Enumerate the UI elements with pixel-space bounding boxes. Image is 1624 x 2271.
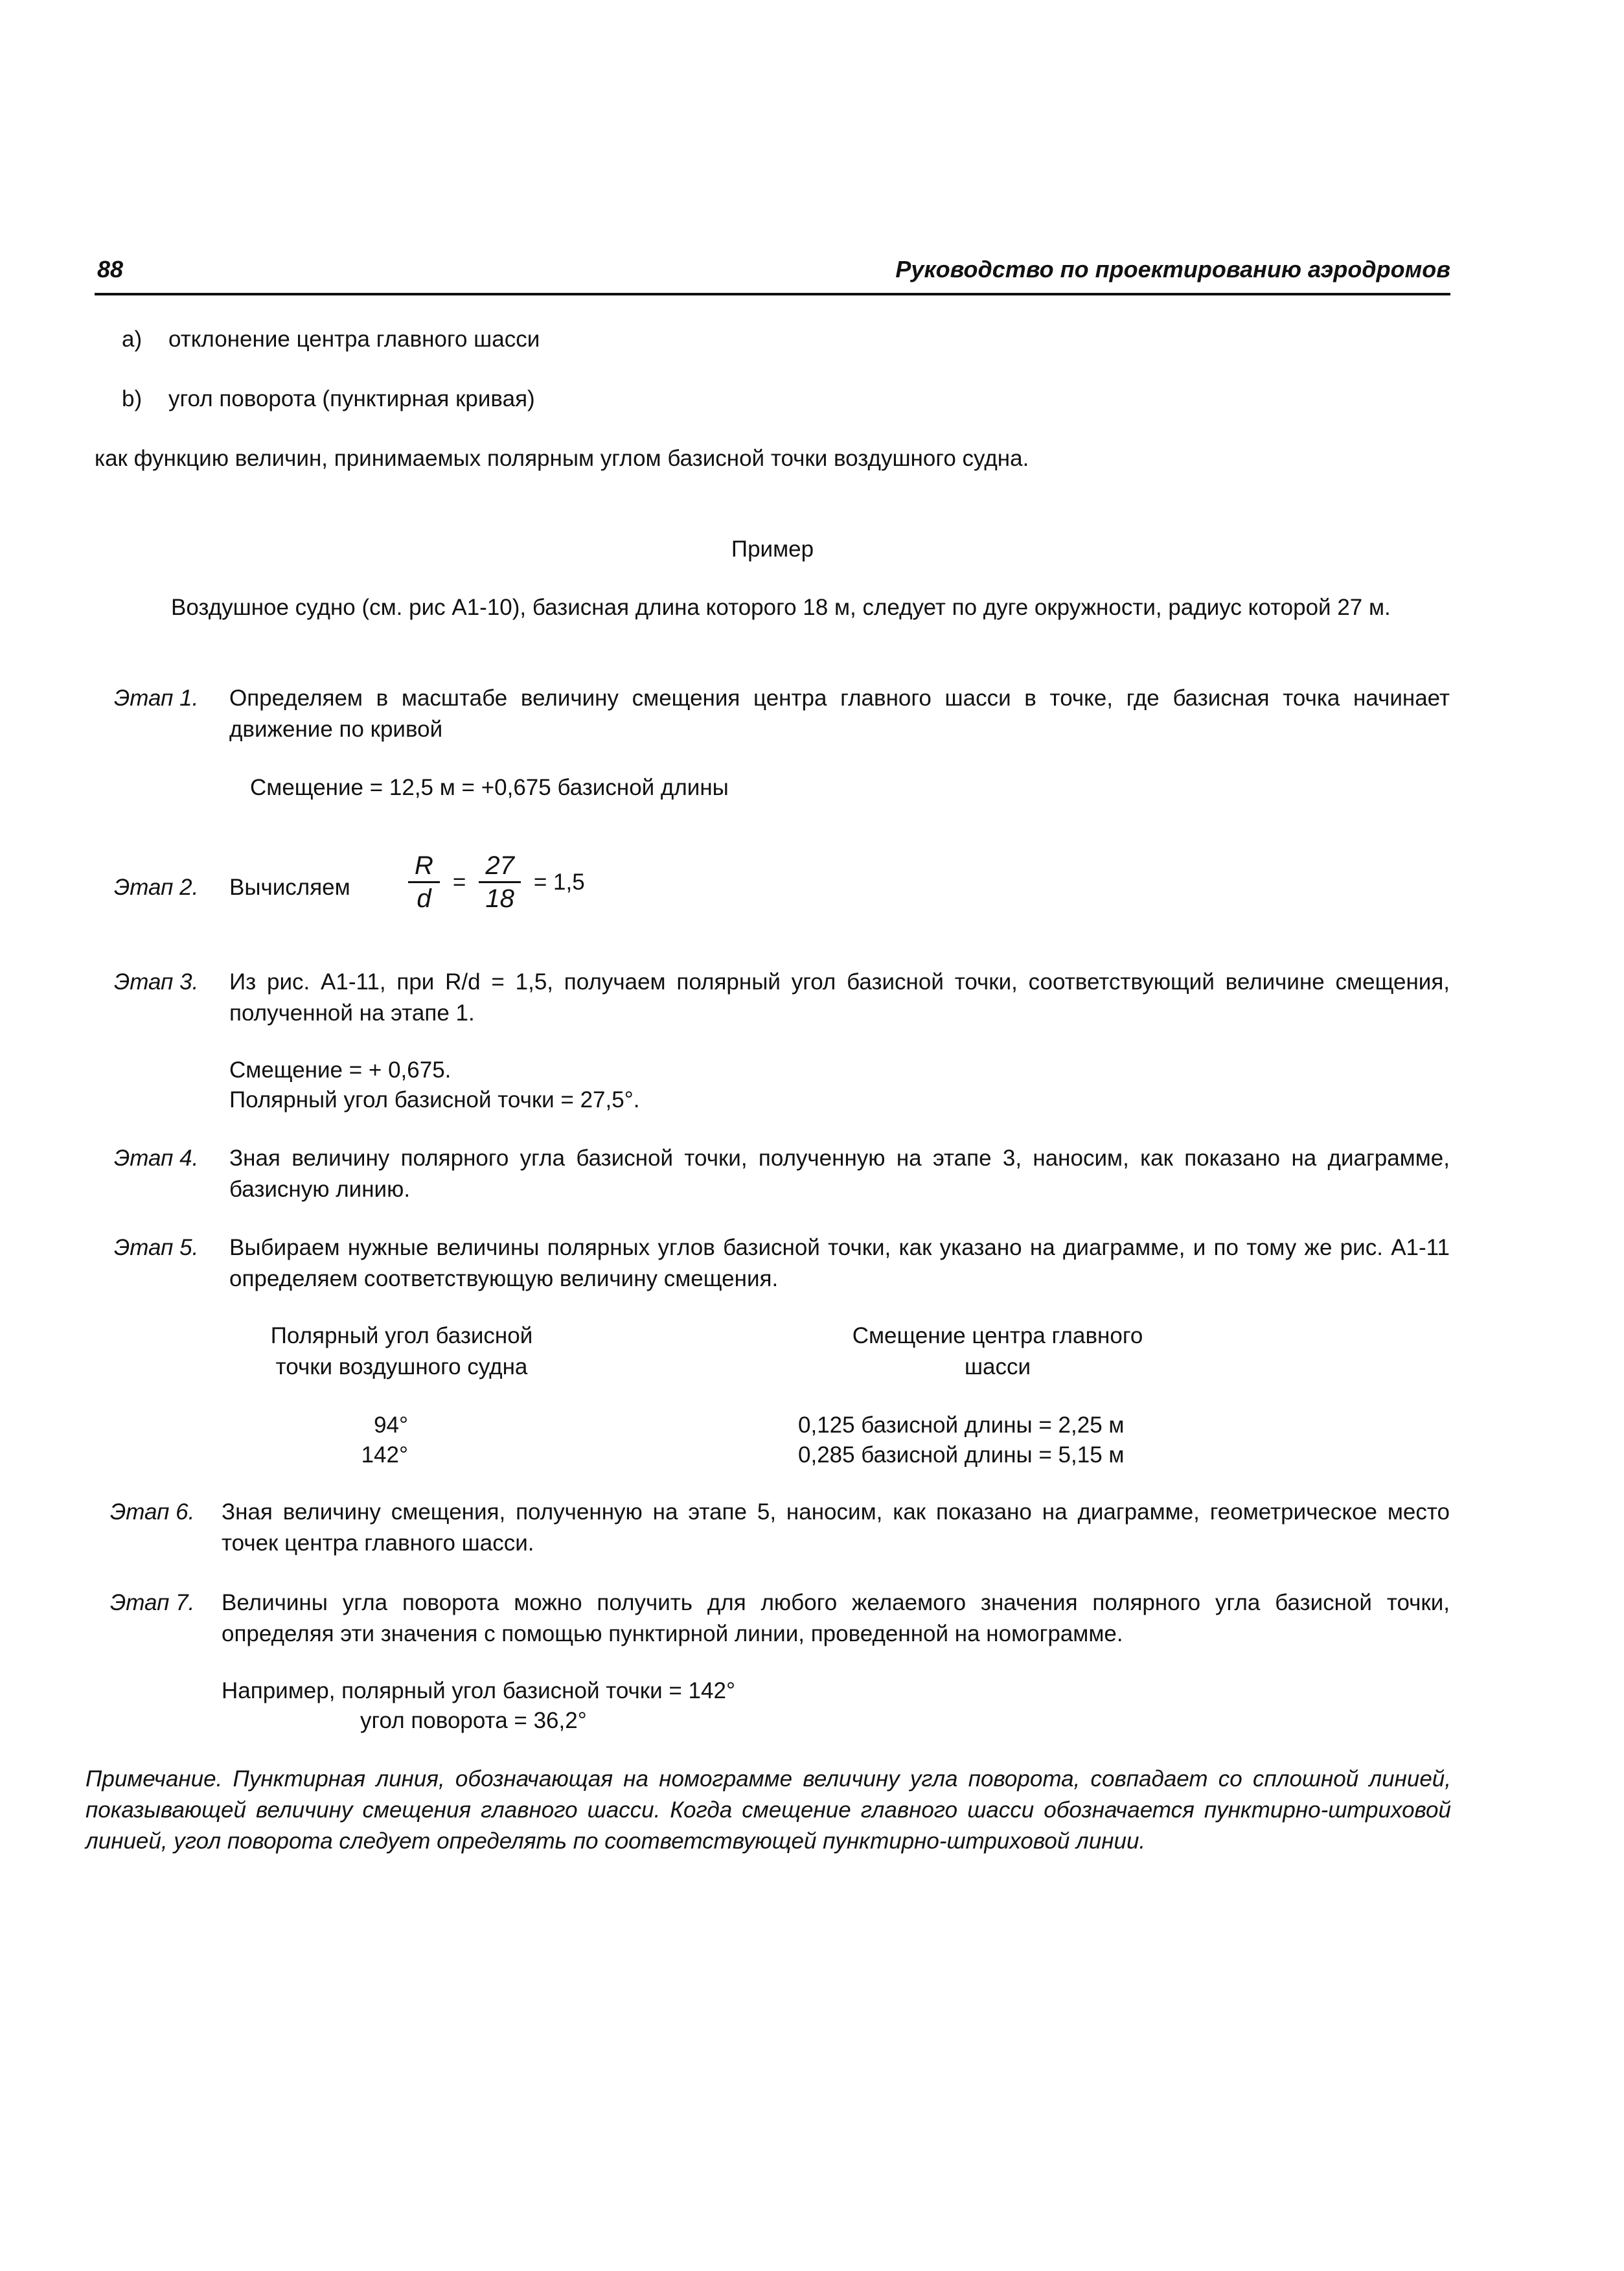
list-label: b) (122, 386, 143, 411)
ratio-formula (408, 850, 585, 914)
step-text: Величины угла поворота можно получить для любого желаемого значения полярного угла базисной точки, определяя эти значения с помощью пунктирной линии, проведенной на номограмме. (222, 1590, 1450, 1646)
step-text: Зная величину смещения, полученную на этапе 5, наносим, как показано на диаграмме, геометрическое место точек центра главного шасси. (222, 1499, 1450, 1556)
table-head-left-line-1: Полярный угол базисной (270, 1323, 533, 1348)
header-rule (95, 293, 1450, 295)
fraction-numerator: R (408, 850, 440, 883)
fraction-denominator: d (417, 884, 431, 913)
step-3 (114, 967, 1450, 1032)
step-label: Этап 7. (110, 1590, 195, 1615)
table-row-offset-2: 0,285 базисной длины = 5,15 м (798, 1442, 1125, 1468)
step-6 (110, 1497, 1450, 1562)
intro-paragraph: как функцию величин, принимаемых полярным углом базисной точки воздушного судна. (95, 446, 1029, 471)
equals-sign: = (452, 869, 466, 895)
step-label: Этап 4. (114, 1146, 199, 1171)
page-number: 88 (97, 256, 124, 282)
step-text: Из рис. А1-11, при R/d = 1,5, получаем полярный угол базисной точки, соответствующий величине смещения, полученной на этапе 1. (229, 969, 1450, 1026)
step-label: Этап 6. (110, 1499, 195, 1525)
table-row-offset-1: 0,125 базисной длины = 2,25 м (798, 1412, 1125, 1438)
step-3-line-2: Полярный угол базисной точки = 27,5°. (229, 1087, 640, 1112)
example-title: Пример (731, 536, 814, 562)
fraction-r-d (408, 850, 440, 914)
fraction-27-18 (479, 850, 521, 914)
step-text: Определяем в масштабе величину смещения центра главного шасси в точке, где базисная точка начинает движение по кривой (229, 686, 1450, 742)
fraction-denominator: 18 (485, 884, 514, 913)
running-header: Руководство по проектированию аэродромов (895, 256, 1450, 282)
table-head-right-line-2: шасси (964, 1354, 1031, 1379)
fraction-numerator: 27 (479, 850, 521, 883)
step-label: Этап 1. (114, 686, 199, 711)
step-7-line-1: Например, полярный угол базисной точки = 142° (222, 1678, 735, 1703)
step-2 (114, 872, 1450, 905)
table-row-angle-1: 94° (374, 1412, 408, 1438)
table-head-right-line-1: Смещение центра главного (852, 1323, 1143, 1348)
step-label: Этап 2. (114, 875, 199, 900)
table-head-right (816, 1320, 1179, 1383)
note-label: Примечание. (86, 1766, 223, 1792)
table-head-left-line-2: точки воздушного судна (275, 1354, 528, 1379)
list-item-a (122, 324, 540, 355)
step-text: Выбираем нужные величины полярных углов базисной точки, как указано на диаграмме, и по тому же рис. А1-11 определяем соответствующую величину смещения. (229, 1235, 1450, 1291)
step-text: Зная величину полярного угла базисной точки, полученную на этапе 3, наносим, как показано на диаграмме, базисную линию. (229, 1146, 1450, 1202)
step-text: Вычисляем (229, 875, 350, 900)
table-row-angle-2: 142° (361, 1442, 408, 1468)
step-7 (110, 1587, 1450, 1652)
ratio-result: = 1,5 (533, 869, 585, 895)
list-text: отклонение центра главного шасси (168, 327, 540, 352)
note-text: Пунктирная линия, обозначающая на номограмме величину угла поворота, совпадает со сплошной линией, показывающей величину смещения главного шасси. Когда смещение главного шасси обозначается пунктирно-штриховой линией, угол поворота следует определять по соответствующей пунктирно-штриховой линии. (86, 1766, 1451, 1854)
step-5 (114, 1232, 1450, 1297)
step-7-line-2: угол поворота = 36,2° (360, 1708, 587, 1733)
step-1 (114, 683, 1450, 748)
step-1-formula: Смещение = 12,5 м = +0,675 базисной длины (250, 775, 729, 800)
example-intro: Воздушное судно (см. рис А1-10), базисная длина которого 18 м, следует по дуге окружности, радиус которой 27 м. (171, 595, 1391, 620)
step-3-line-1: Смещение = + 0,675. (229, 1057, 452, 1083)
list-text: угол поворота (пунктирная кривая) (168, 386, 535, 411)
list-item-b (122, 384, 535, 415)
step-label: Этап 5. (114, 1235, 199, 1260)
step-4 (114, 1143, 1450, 1208)
list-label: a) (122, 327, 143, 352)
table-head-left (233, 1320, 570, 1383)
step-label: Этап 3. (114, 969, 199, 995)
note-paragraph (86, 1764, 1451, 1857)
